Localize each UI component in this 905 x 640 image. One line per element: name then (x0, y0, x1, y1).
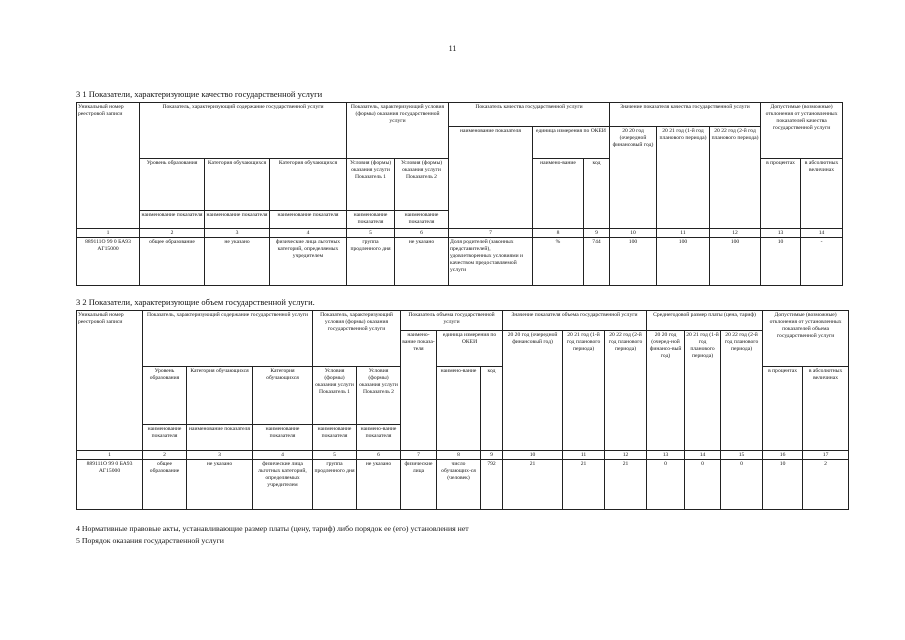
column-number: 7 (449, 229, 533, 238)
column-number: 1 (77, 451, 143, 460)
column-number: 5 (347, 229, 395, 238)
header-deviation: Допустимые (возможные) отклонения от установленных показателей объема государственной услуги (763, 311, 849, 367)
header-average-fee: Среднегодовой размер платы (цена, тариф) (647, 311, 763, 331)
header-unit: единица измерения по ОКЕИ (533, 127, 610, 159)
header-fee-2021: 20 21 год (1-й год планового периода) (685, 331, 721, 451)
column-number: 3 (205, 229, 270, 238)
header-fee-2022: 20 22 год (2-й год планового периода) (721, 331, 763, 451)
table-row (77, 460, 849, 510)
header-unit: единица измерения по ОКЕИ (437, 331, 503, 367)
cell-category-2: физические лица льготных категорий, определяемых учредителем (270, 238, 347, 286)
cell-deviation-percent: 10 (763, 460, 803, 510)
column-number: 9 (584, 229, 610, 238)
column-number: 13 (647, 451, 685, 460)
header-unit-name: наимено-вание (437, 367, 481, 451)
cell-value-2021: 21 (563, 460, 605, 510)
header-unit-code: код (481, 367, 503, 451)
footer-line-5: 5 Порядок оказания государственной услуги (76, 536, 224, 545)
column-number: 9 (481, 451, 503, 460)
column-number: 6 (395, 229, 449, 238)
cell-education-level: общее образование (140, 238, 205, 286)
cell-fee-2022: 0 (721, 460, 763, 510)
cell-value-2020: 21 (503, 460, 563, 510)
column-number: 4 (253, 451, 313, 460)
header-unique-number: Уникальный номер реестровой записи (77, 103, 140, 229)
cell-value-2021: 100 (657, 238, 710, 286)
cell-deviation-percent: 10 (761, 238, 801, 286)
header-year-2021: 20 21 год (1-й год планового периода) (563, 331, 605, 451)
footer-line-4: 4 Нормативные правовые акты, устанавливающие размер платы (цену, тариф) либо порядок ее (его) установления нет (76, 524, 469, 533)
subheader-indicator-name: наименование показателя (140, 211, 205, 229)
subheader-indicator-name: наименование показателя (270, 211, 347, 229)
header-unit-name: наимено-вание (533, 159, 584, 229)
column-number: 7 (401, 451, 437, 460)
column-number: 14 (801, 229, 843, 238)
header-fee-2020: 20 20 год (очеред-ной финансо-вый год) (647, 331, 685, 451)
column-number: 14 (685, 451, 721, 460)
header-condition-2: Условия (формы) оказания услуги Показатель 2 (357, 367, 401, 425)
subheader-indicator-name: наименование показателя (143, 425, 187, 451)
header-conditions-indicator: Показатель, характеризующий условия (формы) оказания государственной услуги (347, 103, 449, 159)
column-number: 8 (437, 451, 481, 460)
subheader-indicator-name: наименование показателя (313, 425, 357, 451)
cell-deviation-absolute: - (801, 238, 843, 286)
column-number: 11 (657, 229, 710, 238)
column-number: 12 (710, 229, 761, 238)
header-year-2022: 20 22 год (2-й год планового периода) (710, 127, 761, 229)
column-number: 17 (803, 451, 849, 460)
header-unit-code: код (584, 159, 610, 229)
header-quality-indicator: Показатель качества государственной услуги (449, 103, 610, 127)
subheader-indicator-name: наименование показателя (187, 425, 253, 451)
header-deviation-absolute: в абсолютных величинах (803, 367, 849, 451)
header-year-2020: 20 20 год (очередной финансовый год) (503, 331, 563, 451)
header-deviation-absolute: в абсолютных величинах (801, 159, 843, 229)
header-deviation-percent: в процентах (761, 159, 801, 229)
header-volume-indicator: Показатель объема государственной услуги (401, 311, 503, 331)
subheader-indicator-name: наименование показателя (205, 211, 270, 229)
header-condition-1: Условия (формы) оказания услуги Показатель 1 (347, 159, 395, 211)
cell-fee-2020: 0 (647, 460, 685, 510)
column-number: 2 (140, 229, 205, 238)
header-deviation: Допустимые (возможные) отклонения от установленных показателей качества государственной услуги (761, 103, 843, 159)
header-content-indicator: Показатель, характеризующий содержание государственной услуги (140, 103, 347, 159)
subheader-indicator-name: наименование показателя (253, 425, 313, 451)
column-number: 6 (357, 451, 401, 460)
header-education-level: Уровень образования (143, 367, 187, 425)
cell-category: не указано (205, 238, 270, 286)
column-number: 3 (187, 451, 253, 460)
column-number: 11 (563, 451, 605, 460)
header-student-category-2: Категория обучающихся (270, 159, 347, 211)
subheader-indicator-name: наименование показателя (347, 211, 395, 229)
cell-registry-number: 889111О 99 0 БА93 АГ15000 (77, 238, 140, 286)
column-number: 10 (610, 229, 657, 238)
cell-unit-name: % (533, 238, 584, 286)
header-indicator-name: наименование показателя (449, 127, 533, 229)
header-content-indicator: Показатель, характеризующий содержание государственной услуги (143, 311, 313, 367)
cell-condition-1: группа продленного дня (313, 460, 357, 510)
cell-condition-2: не указано (357, 460, 401, 510)
column-number: 10 (503, 451, 563, 460)
header-conditions-indicator: Показатель, характеризующий условия (формы) оказания государственной услуги (313, 311, 401, 367)
section-3-2-title: 3 2 Показатели, характеризующие объем государственной услуги. (76, 297, 315, 307)
header-student-category-2: Категория обучающихся (253, 367, 313, 425)
header-year-2021: 20 21 год (1-й год планового периода) (657, 127, 710, 229)
header-quality-values: Значение показателя качества государственной услуги (610, 103, 761, 127)
column-number: 8 (533, 229, 584, 238)
cell-value-2020: 100 (610, 238, 657, 286)
cell-unit-name: число обучающих-ся (человек) (437, 460, 481, 510)
header-student-category: Категория обучающихся (187, 367, 253, 425)
column-number: 13 (761, 229, 801, 238)
cell-deviation-absolute: 2 (803, 460, 849, 510)
section-3-1-title: 3 1 Показатели, характеризующие качество государственной услуги (76, 89, 323, 99)
column-number: 2 (143, 451, 187, 460)
header-deviation-percent: в процентах (763, 367, 803, 451)
cell-category: не указано (187, 460, 253, 510)
cell-indicator-name: Доля родителей (законных представителей), удовлетворенных условиями и качеством предоставляемой услуги (449, 238, 533, 286)
subheader-indicator-name: наимено-вание показателя (357, 425, 401, 451)
header-year-2020: 20 20 год (очередной финансовый год) (610, 127, 657, 229)
page-number: 11 (448, 44, 457, 53)
cell-category-2: физические лица льготных категорий, определяемых учредителем (253, 460, 313, 510)
header-volume-values: Значение показателя объема государственной услуги (503, 311, 647, 331)
subheader-indicator-name: наименование показателя (395, 211, 449, 229)
cell-condition-1: группа продленного дня (347, 238, 395, 286)
cell-indicator-name: физические лица (401, 460, 437, 510)
cell-value-2022: 100 (710, 238, 761, 286)
cell-value-2022: 21 (605, 460, 647, 510)
header-education-level: Уровень образования (140, 159, 205, 211)
cell-education-level: общее образование (143, 460, 187, 510)
header-indicator-name: наимено-вание показа-теля (401, 331, 437, 451)
volume-table (76, 310, 849, 510)
table-row (77, 238, 843, 286)
cell-unit-code: 792 (481, 460, 503, 510)
column-number: 16 (763, 451, 803, 460)
header-student-category: Категория обучающихся (205, 159, 270, 211)
column-number: 12 (605, 451, 647, 460)
column-number: 5 (313, 451, 357, 460)
column-number: 15 (721, 451, 763, 460)
cell-fee-2021: 0 (685, 460, 721, 510)
header-year-2022: 20 22 год (2-й год планового периода) (605, 331, 647, 451)
quality-table (76, 102, 843, 286)
cell-registry-number: 889111О 99 0 БА93 АГ15000 (77, 460, 143, 510)
header-condition-1: Условия (формы) оказания услуги Показатель 1 (313, 367, 357, 425)
cell-condition-2: не указано (395, 238, 449, 286)
column-number: 1 (77, 229, 140, 238)
cell-unit-code: 744 (584, 238, 610, 286)
column-number: 4 (270, 229, 347, 238)
header-condition-2: Условия (формы) оказания услуги Показатель 2 (395, 159, 449, 211)
header-unique-number: Уникальный номер реестровой записи (77, 311, 143, 451)
